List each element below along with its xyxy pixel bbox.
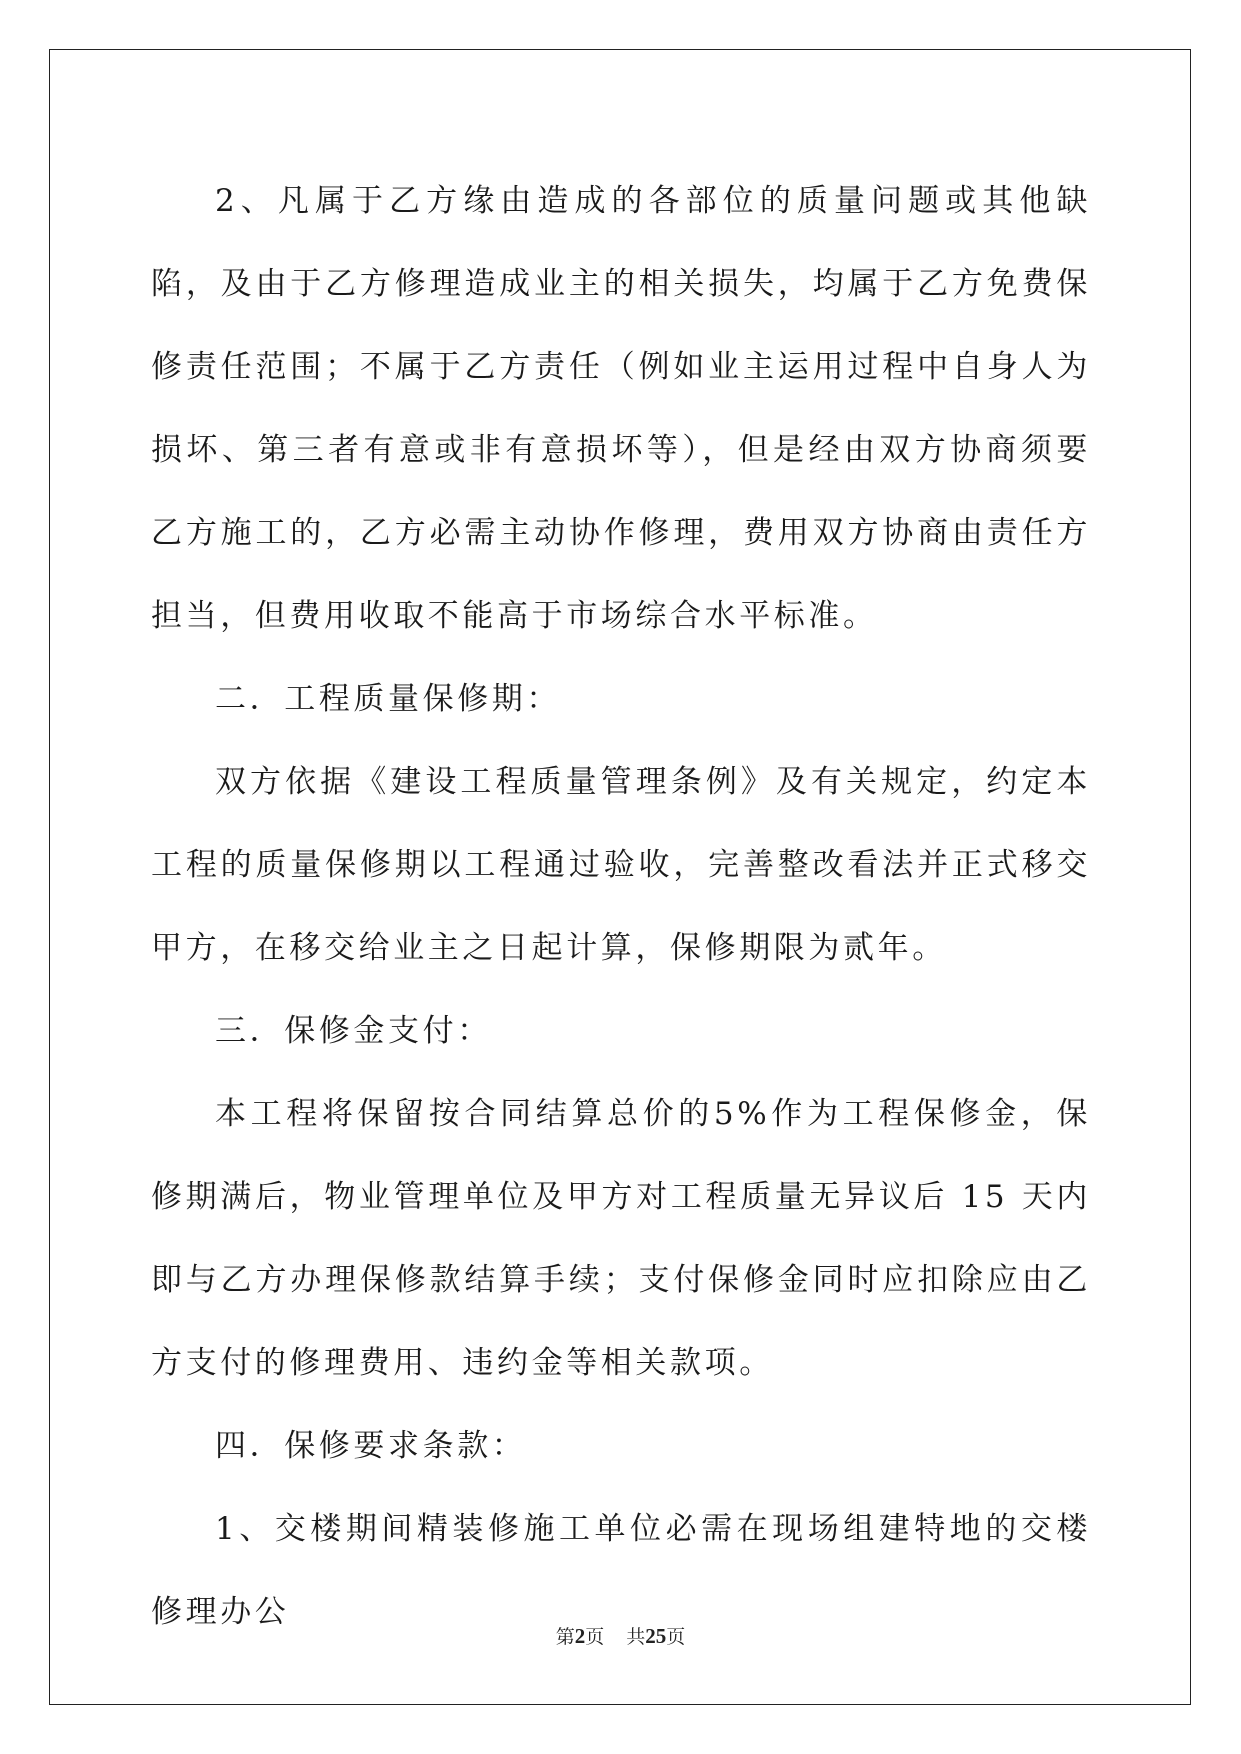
heading-warranty-terms: 四．保修要求条款： xyxy=(215,1428,527,1464)
page-unit: 页 xyxy=(585,1626,605,1648)
paragraph-warranty-terms-1: 1、交楼期间精装修施工单位必需在现场组建特地的交楼修理办公 xyxy=(151,1511,1091,1630)
total-unit: 页 xyxy=(666,1626,686,1648)
page-current: 2 xyxy=(574,1624,586,1648)
page-prefix: 第 xyxy=(555,1626,575,1648)
paragraph-warranty-period: 双方依据《建设工程质量管理条例》及有关规定，约定本工程的质量保修期以工程通过验收，完善整改看法并正式移交甲方，在移交给业主之日起计算，保修期限为贰年。 xyxy=(151,764,1091,966)
heading-warranty-payment: 三．保修金支付： xyxy=(215,1013,492,1049)
heading-warranty-period: 二．工程质量保修期： xyxy=(215,681,561,717)
paragraph-warranty-scope: 2、凡属于乙方缘由造成的各部位的质量问题或其他缺陷，及由于乙方修理造成业主的相关损失，均属于乙方免费保修责任范围；不属于乙方责任（例如业主运用过程中自身人为损坏、第三者有意或非有意损坏等），但是经由双方协商须要乙方施工的，乙方必需主动协作修理，费用双方协商由责任方担当，但费用收取不能高于市场综合水平标准。 xyxy=(151,183,1091,634)
page-footer xyxy=(0,1622,1241,1649)
paragraph-warranty-payment: 本工程将保留按合同结算总价的5%作为工程保修金，保修期满后，物业管理单位及甲方对工程质量无异议后 15 天内即与乙方办理保修款结算手续；支付保修金同时应扣除应由乙方支付的修理费用、违约金等相关款项。 xyxy=(151,1096,1091,1381)
total-prefix: 共 xyxy=(626,1626,646,1648)
page-total: 25 xyxy=(645,1624,667,1648)
document-body xyxy=(151,160,1091,1654)
